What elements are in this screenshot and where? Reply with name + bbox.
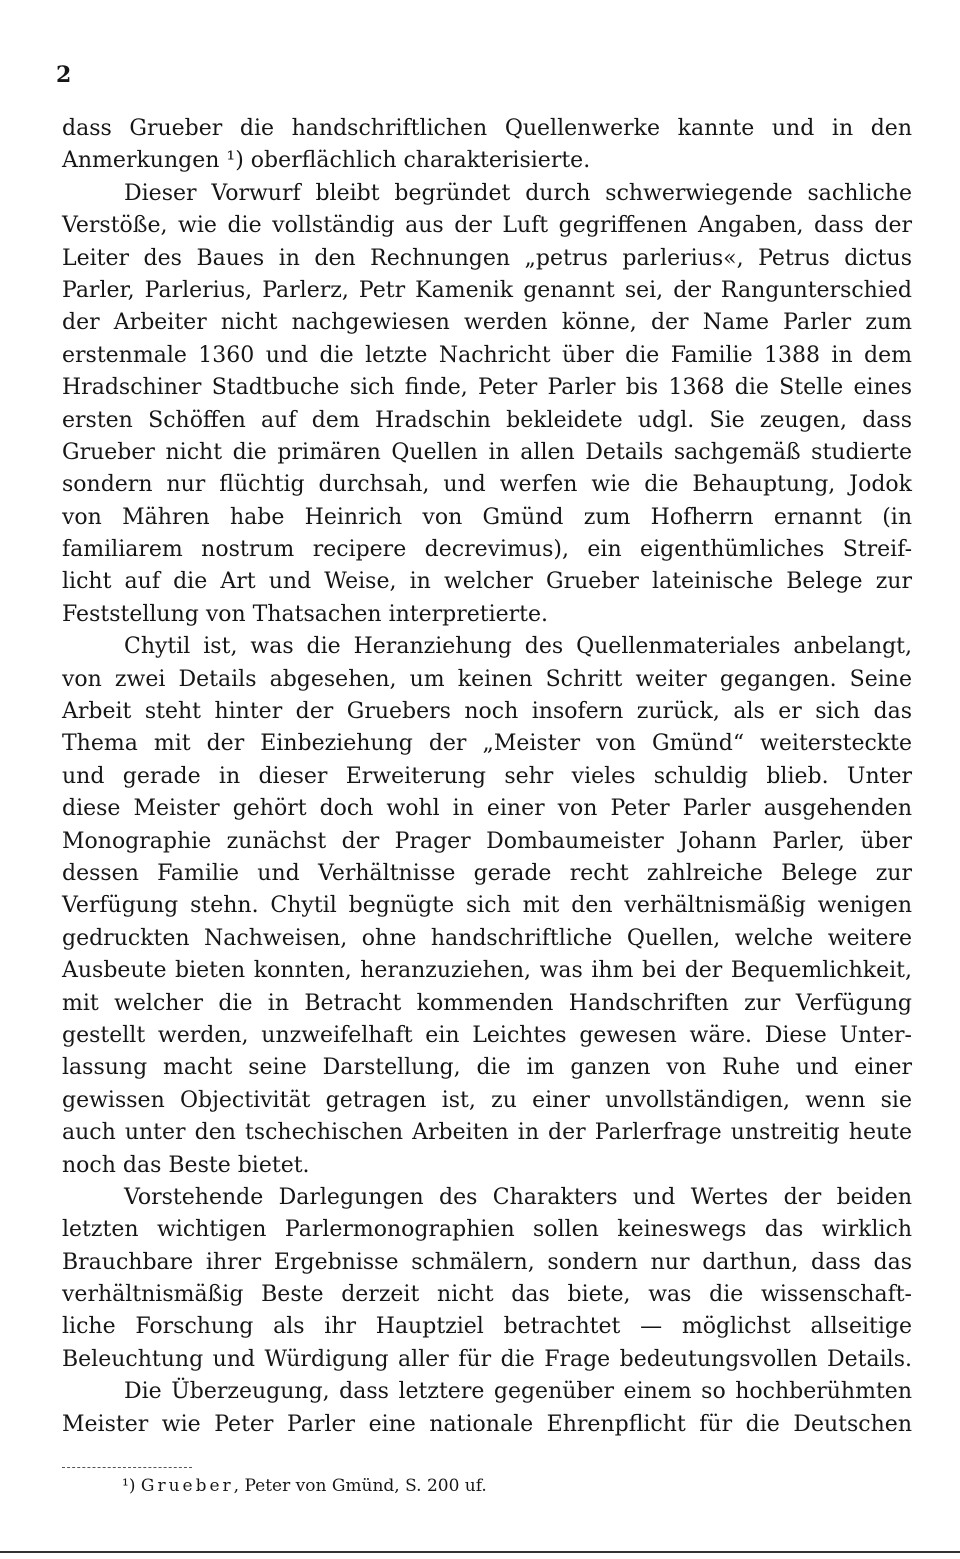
text-line: ersten Schöffen auf dem Hradschin bekleidete udgl. Sie zeugen, dass xyxy=(62,407,912,433)
text-line: verhältnismäßig Beste derzeit nicht das biete, was die wissenschaft- xyxy=(62,1282,912,1308)
text-line: mit welcher die in Betracht kommenden Handschriften zur Verfügung xyxy=(62,990,912,1016)
text-line: Parler, Parlerius, Parlerz, Petr Kamenik genannt sei, der Rangunterschied xyxy=(62,277,912,303)
text-line: auch unter den tschechischen Arbeiten in der Parlerfrage unstreitig heute xyxy=(62,1120,912,1146)
text-line: liche Forschung als ihr Hauptziel betrachtet — möglichst allseitige xyxy=(62,1314,912,1340)
text-line: Grueber nicht die primären Quellen in allen Details sachgemäß studierte xyxy=(62,439,912,465)
text-line: Verfügung stehn. Chytil begnügte sich mit den verhältnismäßig wenigen xyxy=(62,893,912,919)
text-line: dessen Familie und Verhältnisse gerade recht zahlreiche Belege zur xyxy=(62,860,912,886)
text-line: Anmerkungen ¹) oberflächlich charakterisierte. xyxy=(62,148,591,174)
page-number: 2 xyxy=(56,62,72,88)
footnote-author: Grueber xyxy=(140,1476,234,1496)
text-line: erstenmale 1360 und die letzte Nachricht über die Familie 1388 in dem xyxy=(62,342,912,368)
text-line: Meister wie Peter Parler eine nationale Ehrenpflicht für die Deutschen xyxy=(62,1411,912,1437)
text-line: dass Grueber die handschriftlichen Quellenwerke kannte und in den xyxy=(62,116,912,141)
text-line: der Arbeiter nicht nachgewiesen werden könne, der Name Parler zum xyxy=(62,310,912,336)
footnote-marker: ¹) xyxy=(122,1476,136,1496)
text-line: Feststellung von Thatsachen interpretierte. xyxy=(62,601,549,627)
text-line: Hradschiner Stadtbuche sich finde, Peter Parler bis 1368 die Stelle eines xyxy=(62,375,912,401)
text-line: gestellt werden, unzweifelhaft ein Leichtes gewesen wäre. Diese Unter- xyxy=(62,1022,912,1048)
text-line: Thema mit der Einbeziehung der „Meister von Gmünd“ weitersteckte xyxy=(62,731,912,757)
text-line: und gerade in dieser Erweiterung sehr vieles schuldig blieb. Unter xyxy=(62,763,912,789)
text-line: Monographie zunächst der Prager Dombaumeister Johann Parler, über xyxy=(62,828,912,854)
text-line: gedruckten Nachweisen, ohne handschriftliche Quellen, welche weitere xyxy=(62,925,912,951)
text-line: Vorstehende Darlegungen des Charakters und Wertes der beiden xyxy=(124,1184,912,1210)
text-line: Verstöße, wie die vollständig aus der Luft gegriffenen Angaben, dass der xyxy=(62,213,912,239)
text-line: Die Überzeugung, dass letztere gegenüber einem so hochberühmten xyxy=(124,1379,912,1405)
text-line: licht auf die Art und Weise, in welcher Grueber lateinische Belege zur xyxy=(62,569,912,595)
footnote xyxy=(122,1474,487,1498)
text-line: Brauchbare ihrer Ergebnisse schmälern, sondern nur darthun, dass das xyxy=(62,1249,912,1275)
body-text xyxy=(62,113,912,1441)
text-line: Arbeit steht hinter der Gruebers noch insofern zurück, als er sich das xyxy=(62,699,912,725)
text-line: sondern nur flüchtig durchsah, und werfen wie die Behauptung, Jodok xyxy=(62,472,912,498)
text-line: Leiter des Baues in den Rechnungen „petrus parlerius«, Petrus dictus xyxy=(62,245,912,271)
text-line: lassung macht seine Darstellung, die im ganzen von Ruhe und einer xyxy=(62,1055,912,1081)
text-line: gewissen Objectivität getragen ist, zu einer unvollständigen, wenn sie xyxy=(62,1087,912,1113)
text-line: Dieser Vorwurf bleibt begründet durch schwerwiegende sachliche xyxy=(124,180,912,206)
text-line: Beleuchtung und Würdigung aller für die Frage bedeutungsvollen Details. xyxy=(62,1346,912,1372)
text-line: Ausbeute bieten konnten, heranzuziehen, was ihm bei der Bequemlichkeit, xyxy=(62,958,912,984)
page-bottom-edge xyxy=(0,1551,960,1553)
text-line: von zwei Details abgesehen, um keinen Schritt weiter gegangen. Seine xyxy=(62,666,912,692)
text-line: familiarem nostrum recipere decrevimus), ein eigenthümliches Streif- xyxy=(62,537,912,563)
footnote-text: , Peter von Gmünd, S. 200 uf. xyxy=(233,1476,487,1496)
text-line: von Mähren habe Heinrich von Gmünd zum Hofherrn ernannt (in xyxy=(62,504,912,530)
text-line: noch das Beste bietet. xyxy=(62,1152,310,1178)
text-line: letzten wichtigen Parlermonographien sollen keineswegs das wirklich xyxy=(62,1217,912,1243)
footnote-divider xyxy=(62,1467,192,1468)
text-line: Chytil ist, was die Heranziehung des Quellenmateriales anbelangt, xyxy=(124,634,912,660)
text-line: diese Meister gehört doch wohl in einer von Peter Parler ausgehenden xyxy=(62,796,912,822)
